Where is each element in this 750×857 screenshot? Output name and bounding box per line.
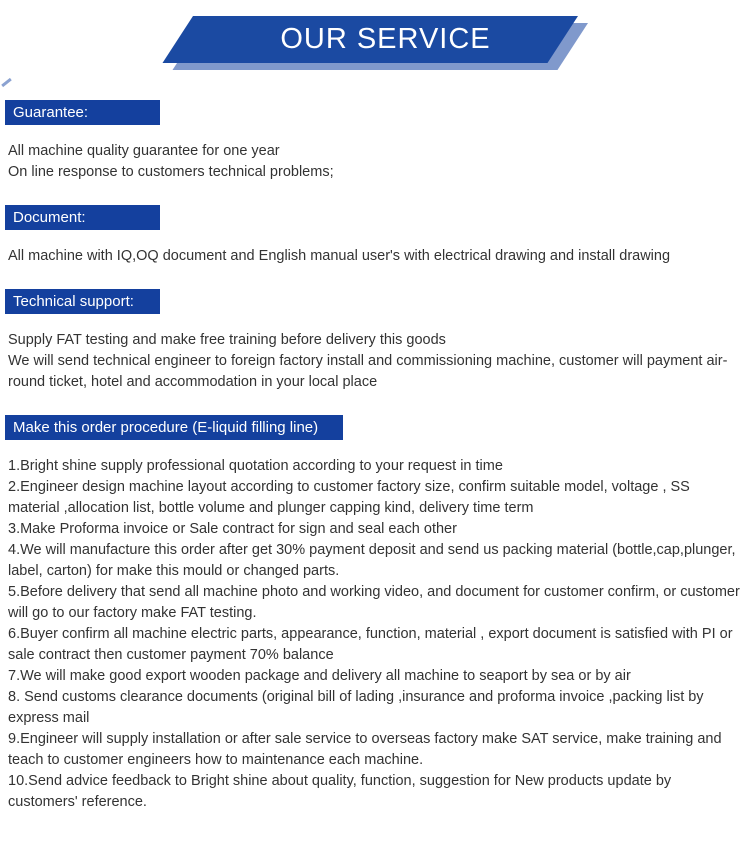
order-step-2: 2.Engineer design machine layout according to customer factory size, confirm suitable model, voltage , SS material ,allocation list, bottle volume and plunger capping kind, delivery time term — [8, 479, 690, 516]
page-title: OUR SERVICE — [280, 23, 491, 55]
order-step-6: 6.Buyer confirm all machine electric parts, appearance, function, material , export document is satisfied with PI or sale contract then customer payment 70% balance — [8, 626, 733, 663]
section-guarantee — [0, 100, 750, 183]
section-technical-support — [0, 289, 750, 393]
order-step-8: 8. Send customs clearance documents (original bill of lading ,insurance and proforma invoice ,packing list by express mail — [8, 689, 704, 726]
order-procedure-heading: Make this order procedure (E-liquid filling line) — [5, 415, 343, 440]
service-content — [0, 100, 750, 853]
technical-support-line-2: We will send technical engineer to foreign factory install and commissioning machine, customer will payment air-round ticket, hotel and accommodation in your local place — [8, 353, 728, 390]
section-order-procedure — [0, 415, 750, 813]
order-step-10: 10.Send advice feedback to Bright shine about quality, function, suggestion for New products update by customers' reference. — [8, 773, 672, 810]
order-step-9: 9.Engineer will supply installation or after sale service to overseas factory make SAT service, make training and teach to customer engineers how to maintenance each machine. — [8, 731, 722, 768]
order-step-3: 3.Make Proforma invoice or Sale contract for sign and seal each other — [8, 521, 457, 537]
section-document — [0, 205, 750, 267]
left-edge-decoration — [1, 78, 12, 87]
guarantee-line-2: On line response to customers technical problems; — [8, 164, 334, 180]
document-line-1: All machine with IQ,OQ document and English manual user's with electrical drawing and install drawing — [8, 248, 671, 264]
document-heading: Document: — [5, 205, 160, 230]
guarantee-line-1: All machine quality guarantee for one year — [8, 143, 280, 159]
technical-support-heading: Technical support: — [5, 289, 160, 314]
order-step-5: 5.Before delivery that send all machine photo and working video, and document for customer confirm, or customer will go to our factory make FAT testing. — [8, 584, 740, 621]
order-step-1: 1.Bright shine supply professional quotation according to your request in time — [8, 458, 503, 474]
service-banner — [0, 0, 750, 78]
technical-support-line-1: Supply FAT testing and make free training before delivery this goods — [8, 332, 446, 348]
order-step-4: 4.We will manufacture this order after get 30% payment deposit and send us packing material (bottle,cap,plunger, label, carton) for make this mould or changed parts. — [8, 542, 736, 579]
order-step-7: 7.We will make good export wooden package and delivery all machine to seaport by sea or by air — [8, 668, 631, 684]
guarantee-heading: Guarantee: — [5, 100, 160, 125]
